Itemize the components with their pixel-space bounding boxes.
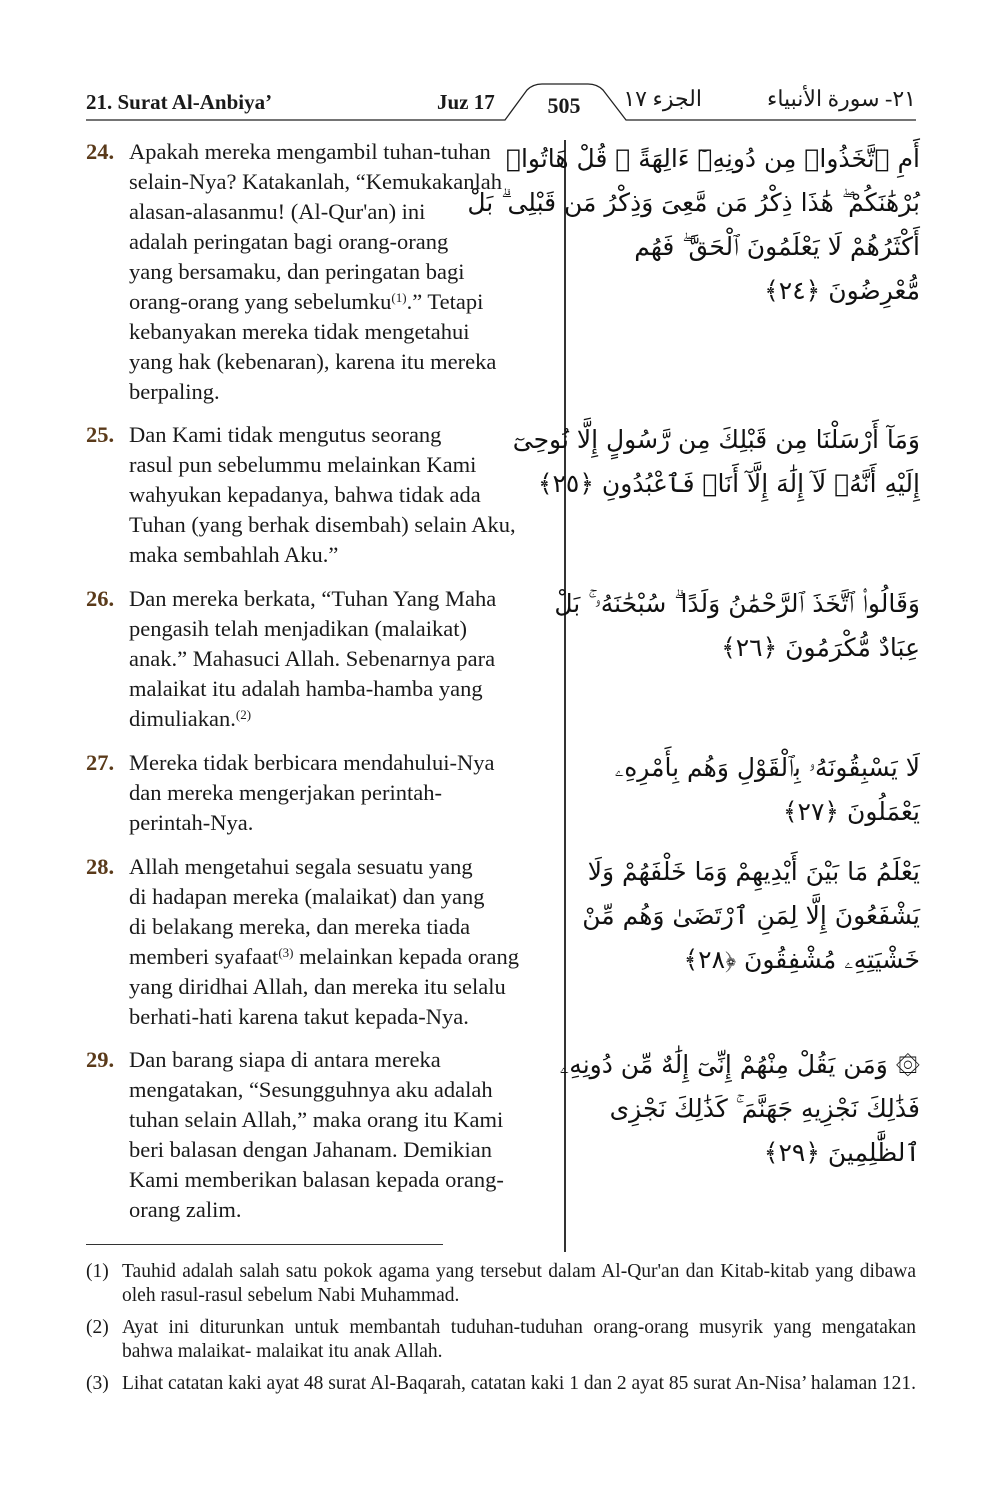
footnote-ref: (2) (235, 707, 252, 722)
verse-number: 26. (86, 586, 115, 611)
verse-text: Allah mengetahui segala sesuatu yang di hadapan mereka (malaikat) dan yang di belakang mereka, dan mereka tiada memberi syafaat$^{(3)}$ melainkan kepada orang yang diridhai Allah, dan mereka itu selalu berhati-hati karena takut kepada-Nya. (129, 854, 520, 1029)
verse-number: 29. (86, 1047, 115, 1072)
footnote-text: Tauhid adalah salah satu pokok agama yang tersebut dalam Al-Qur'an dan Kitab-kitab yang dibawa oleh rasul-rasul sebelum Nabi Muhammad. (122, 1261, 916, 1306)
footnote-ref: (1) (391, 290, 407, 305)
verse-number: 27. (86, 750, 115, 775)
verse-number: 24. (86, 139, 115, 164)
footnote-1 (86, 1260, 916, 1308)
page-number: 505 (547, 93, 581, 118)
footnote-marker: (1) (86, 1261, 109, 1282)
footnote-marker: (3) (86, 1373, 109, 1394)
footnote-text: Lihat catatan kaki ayat 48 surat Al-Baqarah, catatan kaki 1 dan 2 ayat 85 surat An-Nisa’ halaman 121. (122, 1373, 916, 1394)
verse-translation-27 (86, 748, 561, 838)
verse-arabic-29: ۞ وَمَن يَقُلْ مِنْهُمْ إِنِّىٓ إِلَٰهٌ مِّن دُونِهِۦ فَذَٰلِكَ نَجْزِيهِ جَهَنَّمَ ۚ كَذَٰلِكَ نَجْزِى ٱلظَّٰلِمِينَ ﴿٢٩﴾ (559, 1050, 920, 1167)
juz-label-arabic: الجزء ١٧ (623, 86, 702, 111)
page-header (0, 0, 1000, 130)
verse-text: Dan barang siapa di antara mereka mengatakan, “Sesungguhnya aku adalah tuhan selain Allah,” maka orang itu Kami beri balasan dengan Jahanam. Demikian Kami memberikan balasan kepada orang- orang zalim. (129, 1047, 504, 1222)
verse-number: 25. (86, 422, 115, 447)
footnote-3 (86, 1372, 916, 1396)
footnote-ref: (3) (278, 945, 294, 960)
verse-text: Mereka tidak berbicara mendahului-Nya dan mereka mengerjakan perintah- perintah-Nya. (129, 750, 495, 835)
verse-arabic-28: يَعْلَمُ مَا بَيْنَ أَيْدِيهِمْ وَمَا خَلْفَهُمْ وَلَا يَشْفَعُونَ إِلَّا لِمَنِ ٱرْتَضَىٰ وَهُم مِّنْ خَشْيَتِهِۦ مُشْفِقُونَ ﴿٢٨﴾ (582, 857, 920, 974)
verse-translation-24 (86, 137, 561, 407)
juz-label-latin: Juz 17 (437, 90, 495, 114)
verse-text: Dan Kami tidak mengutus seorang rasul pun sebelummu melainkan Kami wahyukan kepadanya, bahwa tidak ada Tuhan (yang berhak disembah) selain Aku, maka sembahlah Aku.” (129, 422, 516, 567)
footnote-marker: (2) (86, 1317, 109, 1338)
footnote-rule (86, 1244, 443, 1245)
verse-translation-28 (86, 852, 561, 1032)
verse-arabic-25: وَمَآ أَرْسَلْنَا مِن قَبْلِكَ مِن رَّسُولٍ إِلَّا نُوحِىٓ إِلَيْهِ أَنَّهُۥ لَآ إِلَٰهَ إِلَّآ أَنَا۠ فَٱعْبُدُونِ ﴿٢٥﴾ (512, 425, 920, 498)
verse-translation-29 (86, 1045, 561, 1225)
verse-arabic-27: لَا يَسْبِقُونَهُۥ بِٱلْقَوْلِ وَهُم بِأَمْرِهِۦ يَعْمَلُونَ ﴿٢٧﴾ (614, 753, 920, 826)
footnote-2 (86, 1316, 916, 1364)
verse-text: Apakah mereka mengambil tuhan-tuhan selain-Nya? Katakanlah, “Kemukakanlah alasan-alasanmu! (Al-Qur'an) ini adalah peringatan bagi orang-orang yang bersamaku, dan peringatan bagi orang-orang yang sebelumku$^{(1)}$.” Tetapi kebanyakan mereka tidak mengetahui yang hak (kebenaran), karena itu mereka berpaling. (129, 139, 502, 404)
surah-title-latin: 21. Surat Al-Anbiya’ (86, 90, 273, 114)
surah-title-arabic: ٢١- سورة الأنبياء (766, 86, 916, 111)
footnote-text: Ayat ini diturunkan untuk membantah tuduhan-tuduhan orang-orang musyrik yang mengatakan bahwa malaikat- malaikat itu anak Allah. (122, 1317, 916, 1362)
verse-number: 28. (86, 854, 115, 879)
verse-arabic-26: وَقَالُوا۟ ٱتَّخَذَ ٱلرَّحْمَٰنُ وَلَدًا ۗ سُبْحَٰنَهُۥ ۚ بَلْ عِبَادٌ مُّكْرَمُونَ ﴿٢٦﴾ (554, 589, 920, 662)
verse-translation-26 (86, 584, 561, 734)
verse-text: Dan mereka berkata, “Tuhan Yang Maha pengasih telah menjadikan (malaikat) anak.” Mahasuci Allah. Sebenarnya para malaikat itu adalah hamba-hamba yang dimuliakan.$^{(2)}$ (129, 586, 497, 731)
verse-arabic-24: أَمِ ٱتَّخَذُوا۟ مِن دُونِهِۦٓ ءَالِهَةً ۖ قُلْ هَاتُوا۟ بُرْهَٰنَكُمْ ۖ هَٰذَا ذِكْرُ مَن مَّعِىَ وَذِكْرُ مَن قَبْلِى ۗ بَلْ أَكْثَرُهُمْ لَا يَعْلَمُونَ ٱلْحَقَّ ۖ فَهُم مُّعْرِضُونَ ﴿٢٤﴾ (467, 144, 920, 305)
verse-translation-25 (86, 420, 561, 570)
